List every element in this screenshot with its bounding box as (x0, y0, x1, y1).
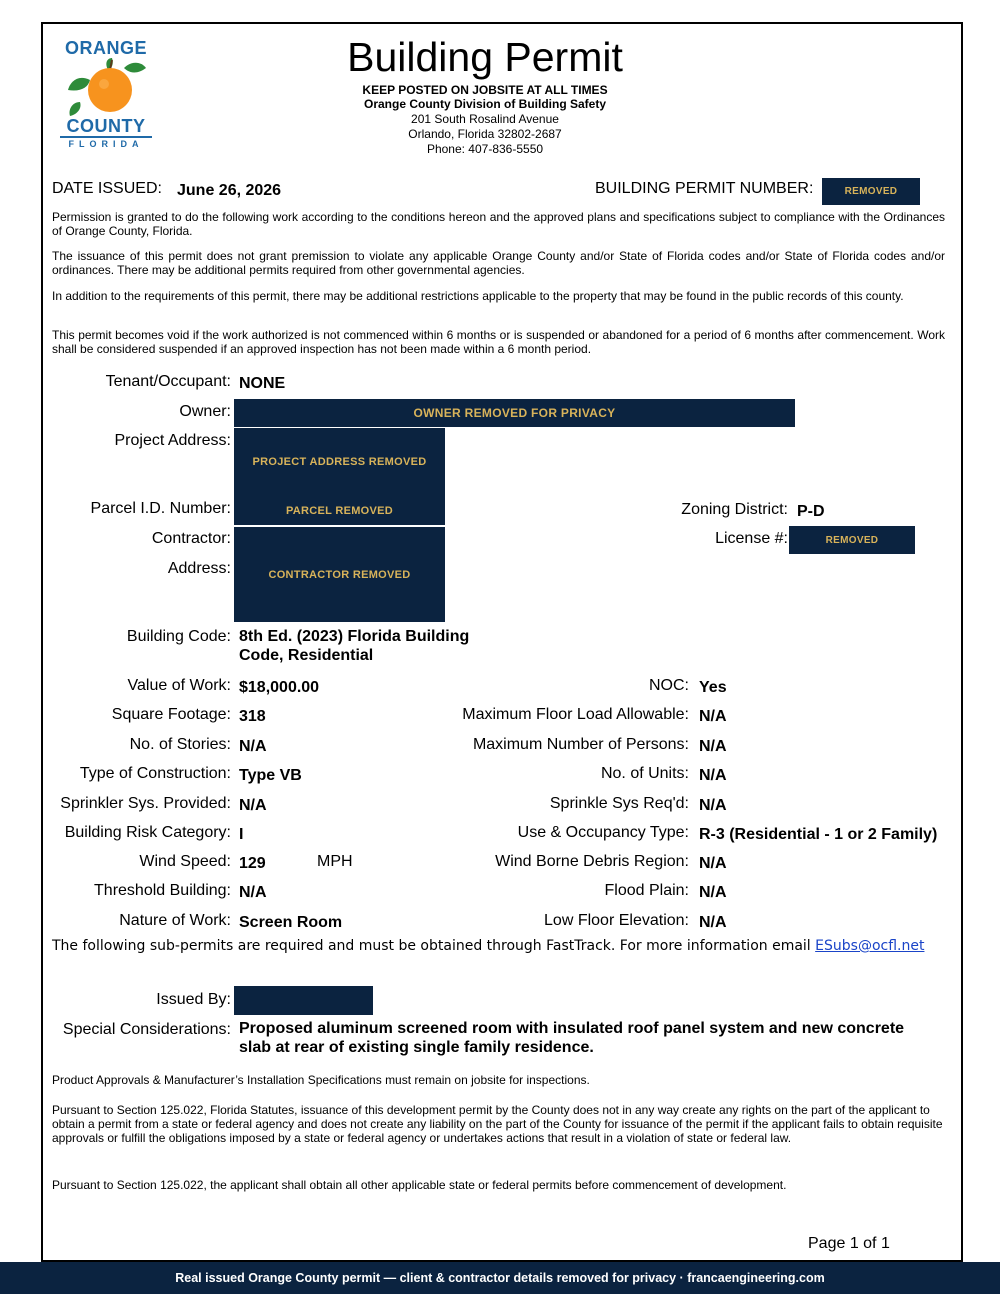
special-considerations-label: Special Considerations: (62, 1021, 231, 1038)
division-city: Orlando, Florida 32802-2687 (408, 127, 562, 141)
construction-type-label: Type of Construction: (79, 765, 231, 782)
flood-plain-label: Flood Plain: (604, 882, 689, 899)
page-number: Page 1 of 1 (808, 1235, 890, 1252)
permission-paragraph: Permission is granted to do the following work according to the conditions hereon and the approved plans and specifications subject to compliance with the Ordinances of Orange County, Florida. (52, 210, 945, 238)
threshold-label: Threshold Building: (94, 882, 231, 899)
subpermits-notice (52, 938, 924, 954)
building-code-value: 8th Ed. (2023) Florida Building Code, Residential (239, 628, 470, 664)
wind-speed-value: 129 (239, 855, 266, 872)
stories-label: No. of Stories: (129, 736, 231, 753)
statute-paragraph: Pursuant to Section 125.022, Florida Statutes, issuance of this development permit by the County does not in any way create any rights on the part of the applicant to obtain a permit from a state or federal agency and does not create any liability on the part of the County for issuance of the permit if the applicant fails to obtain requisite approvals or fulfill the obligations imposed by a state or federal agency or undertakes actions that result in a violation of state or federal law. (52, 1103, 943, 1145)
division-name: Orange County Division of Building Safety (363, 97, 606, 111)
logo-county-text: COUNTY (66, 116, 146, 136)
building-code-label: Building Code: (126, 628, 231, 645)
nature-of-work-label: Nature of Work: (119, 912, 231, 929)
sprinkler-provided-label: Sprinkler Sys. Provided: (60, 795, 231, 812)
date-issued-label: DATE ISSUED: (52, 180, 162, 197)
license-label: License #: (715, 530, 788, 547)
project-address-label: Project Address: (114, 432, 231, 449)
nature-of-work-value: Screen Room (239, 914, 343, 931)
keep-posted-notice: KEEP POSTED ON JOBSITE AT ALL TIMES (362, 83, 608, 97)
occupancy-value: R-3 (Residential - 1 or 2 Family) (699, 826, 938, 843)
stories-value: N/A (239, 738, 267, 755)
noc-label: NOC: (649, 677, 689, 694)
subpermits-text: The following sub-permits are required and must be obtained through FastTrack. For more information email (52, 938, 816, 954)
units-value: N/A (699, 767, 727, 784)
logo-divider (60, 136, 152, 138)
risk-category-label: Building Risk Category: (64, 824, 231, 841)
sprinkler-required-value: N/A (699, 797, 727, 814)
sprinkler-provided-value: N/A (239, 797, 267, 814)
square-footage-value: 318 (239, 708, 266, 725)
owner-label: Owner: (179, 403, 231, 420)
units-label: No. of Units: (600, 765, 689, 782)
low-floor-value: N/A (699, 914, 727, 931)
value-of-work-label: Value of Work: (127, 677, 231, 694)
project-address-redacted: PROJECT ADDRESS REMOVED (234, 428, 445, 496)
division-street: 201 South Rosalind Avenue (411, 112, 559, 126)
sprinkler-required-label: Sprinkle Sys Req'd: (549, 795, 689, 812)
issued-by-label: Issued By: (156, 991, 231, 1008)
subpermits-email-link[interactable]: ESubs@ocfl.net (815, 938, 925, 954)
threshold-value: N/A (239, 884, 267, 901)
low-floor-label: Low Floor Elevation: (544, 912, 689, 929)
permit-number-label: BUILDING PERMIT NUMBER: (595, 180, 814, 197)
wind-speed-unit: MPH (317, 853, 353, 870)
flood-plain-value: N/A (699, 884, 727, 901)
footer-banner: Real issued Orange County permit — client & contractor details removed for privacy · francaengineering.com (0, 1262, 1000, 1294)
square-footage-label: Square Footage: (111, 706, 231, 723)
wind-debris-label: Wind Borne Debris Region: (495, 853, 689, 870)
product-approvals-paragraph: Product Approvals & Manufacturer’s Installation Specifications must remain on jobsite for inspections. (52, 1073, 590, 1087)
risk-category-value: I (239, 826, 244, 843)
max-persons-label: Maximum Number of Persons: (472, 736, 689, 753)
tenant-value: NONE (239, 375, 286, 392)
parcel-redacted: PARCEL REMOVED (234, 496, 445, 525)
division-phone: Phone: 407-836-5550 (426, 142, 544, 156)
zoning-label: Zoning District: (681, 501, 788, 518)
other-permits-paragraph: Pursuant to Section 125.022, the applicant shall obtain all other applicable state or federal permits before commencement of development. (52, 1178, 787, 1192)
orange-fruit-icon (64, 56, 148, 118)
permit-number-redacted: REMOVED (822, 178, 920, 205)
issued-by-redacted (234, 986, 373, 1015)
contractor-address-label: Address: (167, 560, 231, 577)
date-issued-value: June 26, 2026 (177, 182, 282, 199)
construction-type-value: Type VB (239, 767, 302, 784)
parcel-label: Parcel I.D. Number: (90, 500, 231, 517)
logo-florida-text: FLORIDA (68, 139, 144, 149)
orange-county-logo (56, 38, 156, 154)
wind-speed-label: Wind Speed: (139, 853, 231, 870)
page-title: Building Permit (347, 34, 623, 80)
value-of-work-value: $18,000.00 (239, 679, 320, 696)
restrictions-paragraph: In addition to the requirements of this permit, there may be additional restrictions applicable to the property that may be found in the public records of this county. (52, 289, 904, 303)
max-floor-load-value: N/A (699, 708, 727, 725)
codes-paragraph: The issuance of this permit does not grant premission to violate any applicable Orange County and/or State of Florida codes and/or State of Florida codes and/or ordinances. There may be additional permits required from other governmental agencies. (52, 249, 945, 277)
max-floor-load-label: Maximum Floor Load Allowable: (462, 706, 689, 723)
owner-redacted: OWNER REMOVED FOR PRIVACY (234, 399, 795, 427)
wind-debris-value: N/A (699, 855, 727, 872)
max-persons-value: N/A (699, 738, 727, 755)
contractor-label: Contractor: (151, 530, 231, 547)
special-considerations-value: Proposed aluminum screened room with insulated roof panel system and new concrete slab at rear of existing single family residence. (239, 1020, 905, 1056)
logo-orange-text: ORANGE (64, 38, 147, 58)
void-paragraph: This permit becomes void if the work authorized is not commenced within 6 months or is suspended or abandoned for a period of 6 months after commencement. Work shall be considered suspended if an approved inspection has not been made within a 6 month period. (52, 328, 945, 356)
noc-value: Yes (699, 679, 727, 696)
tenant-label: Tenant/Occupant: (105, 373, 231, 390)
zoning-value: P-D (797, 503, 825, 520)
occupancy-label: Use & Occupancy Type: (517, 824, 689, 841)
contractor-redacted: CONTRACTOR REMOVED (234, 527, 445, 622)
license-redacted: REMOVED (789, 526, 915, 554)
